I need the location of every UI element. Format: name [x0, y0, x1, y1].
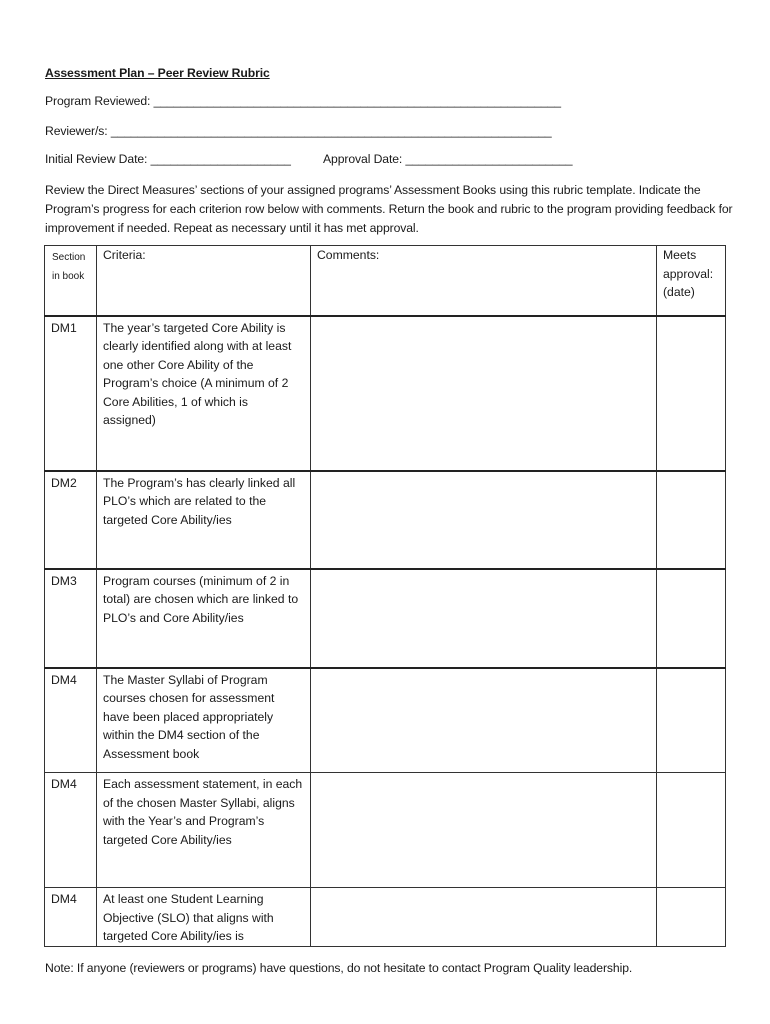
table-row [45, 316, 726, 471]
row-comments-cell[interactable] [311, 471, 657, 569]
row-approval-cell[interactable] [657, 773, 726, 888]
row-section: DM4 [45, 668, 97, 773]
header-meets-approval: Meets approval: (date) [657, 246, 726, 316]
row-approval-cell[interactable] [657, 668, 726, 773]
row-comments-cell[interactable] [311, 316, 657, 471]
row-criteria: Program courses (minimum of 2 in total) are chosen which are linked to PLO’s and Core Ability/ies [97, 569, 311, 668]
header-criteria: Criteria: [97, 246, 311, 316]
row-criteria: The Master Syllabi of Program courses chosen for assessment have been placed appropriately within the DM4 section of the Assessment book [97, 668, 311, 773]
program-reviewed-field[interactable]: Program Reviewed: _____________________________________________________________ [45, 94, 561, 108]
instructions-paragraph: Review the Direct Measures’ sections of your assigned programs’ Assessment Books using this rubric template. Indicate the Program’s progress for each criterion row below with comments. Return the book and rubric to the program providing feedback for improvement if needed. Repeat as necessary until it has met approval. [45, 183, 733, 235]
row-approval-cell[interactable] [657, 316, 726, 471]
row-criteria: Each assessment statement, in each of the chosen Master Syllabi, aligns with the Year’s and Program’s targeted Core Ability/ies [97, 773, 311, 888]
row-comments-cell[interactable] [311, 668, 657, 773]
approval-date-field[interactable]: Approval Date: _________________________ [323, 152, 573, 166]
row-comments-cell[interactable] [311, 569, 657, 668]
row-section: DM3 [45, 569, 97, 668]
reviewers-field[interactable]: Reviewer/s: __________________________________________________________________ [45, 124, 552, 138]
row-criteria: The Program’s has clearly linked all PLO’s which are related to the targeted Core Ability/ies [97, 471, 311, 569]
row-criteria: The year’s targeted Core Ability is clearly identified along with at least one other Core Ability of the Program’s choice (A minimum of 2 Core Abilities, 1 of which is assigned) [97, 316, 311, 471]
header-comments: Comments: [311, 246, 657, 316]
table-header-row [45, 246, 726, 316]
row-criteria: At least one Student Learning Objective (SLO) that aligns with targeted Core Ability/ies is [97, 888, 311, 947]
row-approval-cell[interactable] [657, 471, 726, 569]
footer-note: Note: If anyone (reviewers or programs) have questions, do not hesitate to contact Program Quality leadership. [45, 961, 633, 975]
initial-review-date-field[interactable]: Initial Review Date: _____________________ [45, 152, 291, 166]
row-section: DM4 [45, 888, 97, 947]
table-row [45, 888, 726, 947]
table-row [45, 471, 726, 569]
row-section: DM1 [45, 316, 97, 471]
header-section: Section in book [45, 246, 97, 316]
row-approval-cell[interactable] [657, 888, 726, 947]
row-approval-cell[interactable] [657, 569, 726, 668]
row-comments-cell[interactable] [311, 773, 657, 888]
row-comments-cell[interactable] [311, 888, 657, 947]
table-row [45, 569, 726, 668]
row-section: DM4 [45, 773, 97, 888]
table-row [45, 773, 726, 888]
rubric-table [44, 245, 726, 947]
table-row [45, 668, 726, 773]
document-title: Assessment Plan – Peer Review Rubric [45, 66, 270, 80]
row-section: DM2 [45, 471, 97, 569]
